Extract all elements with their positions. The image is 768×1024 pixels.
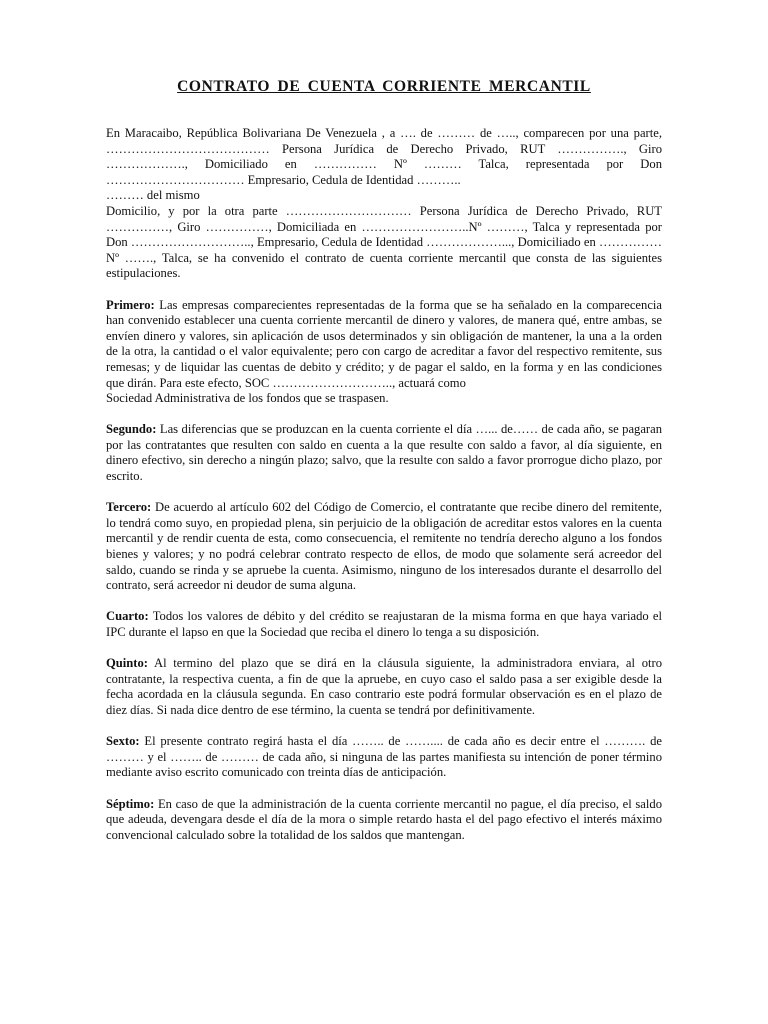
intro-text-2: ……… del mismo [106, 188, 200, 203]
clause-text: Las empresas comparecientes representadas de la forma que se ha señalado en la comparecencia han convenido establecer una cuenta corriente mercantil de dinero y valores, de manera qué, entre ambas, se envíen dinero y valores, sin aplicación de usos determinados y sin obligación de mantener, la una a la orden de la otra, la cantidad o el valor equivalente; pero con cargo de acreditar a favor del respectivo remitente, sus remesas; y de liquidar las cuentas de debito y crédito; y de pagar el saldo, en la forma y en las condiciones que dirán. Para este efecto, SOC ……………………….., actuará como [106, 297, 663, 390]
clause-tercero [106, 500, 662, 594]
clause-tail: Sociedad Administrativa de los fondos que se traspasen. [106, 391, 389, 406]
clause-quinto [106, 656, 662, 718]
intro-text-3: Domicilio, y por la otra parte ………………………… Persona Jurídica de Derecho Privado, RUT ……………, Giro ……………, Domiciliada en ……………………..Nº ………, Talca y representada por Don ……………………….., Empresario, Cedula de Identidad ………………..., Domiciliado en …………… Nº ……., Talca, se ha convenido el contrato de cuenta corriente mercantil que consta de las siguientes estipulaciones. [106, 203, 662, 281]
clause-label: Cuarto: [106, 609, 149, 624]
clause-text: Las diferencias que se produzcan en la cuenta corriente el día …... de…… de cada año, se pagaran por las contratantes que resulten con saldo en cuenta a la que resulte con saldo a favor, al día siguiente, en dinero efectivo, sin derecho a ningún plazo; salvo, que la resulte con saldo a favor prorrogue dicho plazo, por escrito. [106, 422, 662, 484]
clause-primero [106, 298, 662, 407]
clause-label: Segundo: [106, 422, 157, 437]
clause-label: Séptimo: [106, 796, 155, 811]
clause-label: Sexto: [106, 734, 140, 749]
clause-segundo [106, 422, 662, 484]
clause-septimo [106, 797, 662, 844]
clause-text: En caso de que la administración de la cuenta corriente mercantil no pague, el día preciso, el saldo que adeuda, devengara desde el día de la mora o simple retardo hasta el del pago efectivo el interés máximo convencional calculado sobre la totalidad de los saldos que mantengan. [106, 796, 662, 842]
clause-label: Tercero: [106, 500, 152, 515]
intro-text-1: En Maracaibo, República Bolivariana De Venezuela , a …. de ……… de ….., comparecen por una parte, ………………………………… Persona Jurídica de Derecho Privado, RUT ……………., Giro ………………., Domiciliado en …………… Nº ……… Talca, representada por Don …………………………… Empresario, Cedula de Identidad ……….. [106, 126, 662, 187]
clause-sexto [106, 734, 662, 781]
intro-paragraph [106, 126, 662, 282]
document-page [106, 78, 662, 859]
clause-text: De acuerdo al artículo 602 del Código de Comercio, el contratante que recibe dinero del remitente, lo tendrá como suyo, en propiedad plena, sin perjuicio de la obligación de acreditar estos valores en la cuenta mercantil y de rendir cuenta de esta, como consecuencia, el remitente no tendría derecho alguno a los fondos bienes y valores; y no podrá celebrar contrato respecto de ellos, de modo que solamente será acreedor del saldo, cuando se rinda y se apruebe la cuenta. Asimismo, ninguno de los interesados durante el desarrollo del contrato, será acreedor ni deudor de suma alguna. [106, 500, 662, 593]
clause-label: Quinto: [106, 656, 148, 671]
document-title: CONTRATO DE CUENTA CORRIENTE MERCANTIL [177, 78, 591, 95]
clause-cuarto [106, 609, 662, 640]
clause-label: Primero: [106, 297, 155, 312]
clause-text: Todos los valores de débito y del crédito se reajustaran de la misma forma en que haya variado el IPC durante el lapso en que la Sociedad que reciba el dinero lo tenga a su disposición. [106, 609, 663, 639]
clause-text: El presente contrato regirá hasta el día …….. de …….... de cada año es decir entre el ………. de ……… y el …….. de ……… de cada año, si ninguna de las partes manifiesta su intención de poner término mediante aviso escrito comunicado con treinta días de anticipación. [106, 734, 662, 780]
clause-text: Al termino del plazo que se dirá en la cláusula siguiente, la administradora enviara, al otro contratante, la respectiva cuenta, a fin de que la apruebe, en cuyo caso el saldo pasa a ser exigible desde la fecha acordada en la cláusula segunda. En caso contrario este podrá formular observación es en el plazo de diez días. Si nada dice dentro de ese término, la cuenta se tendrá por definitivamente. [106, 656, 662, 717]
